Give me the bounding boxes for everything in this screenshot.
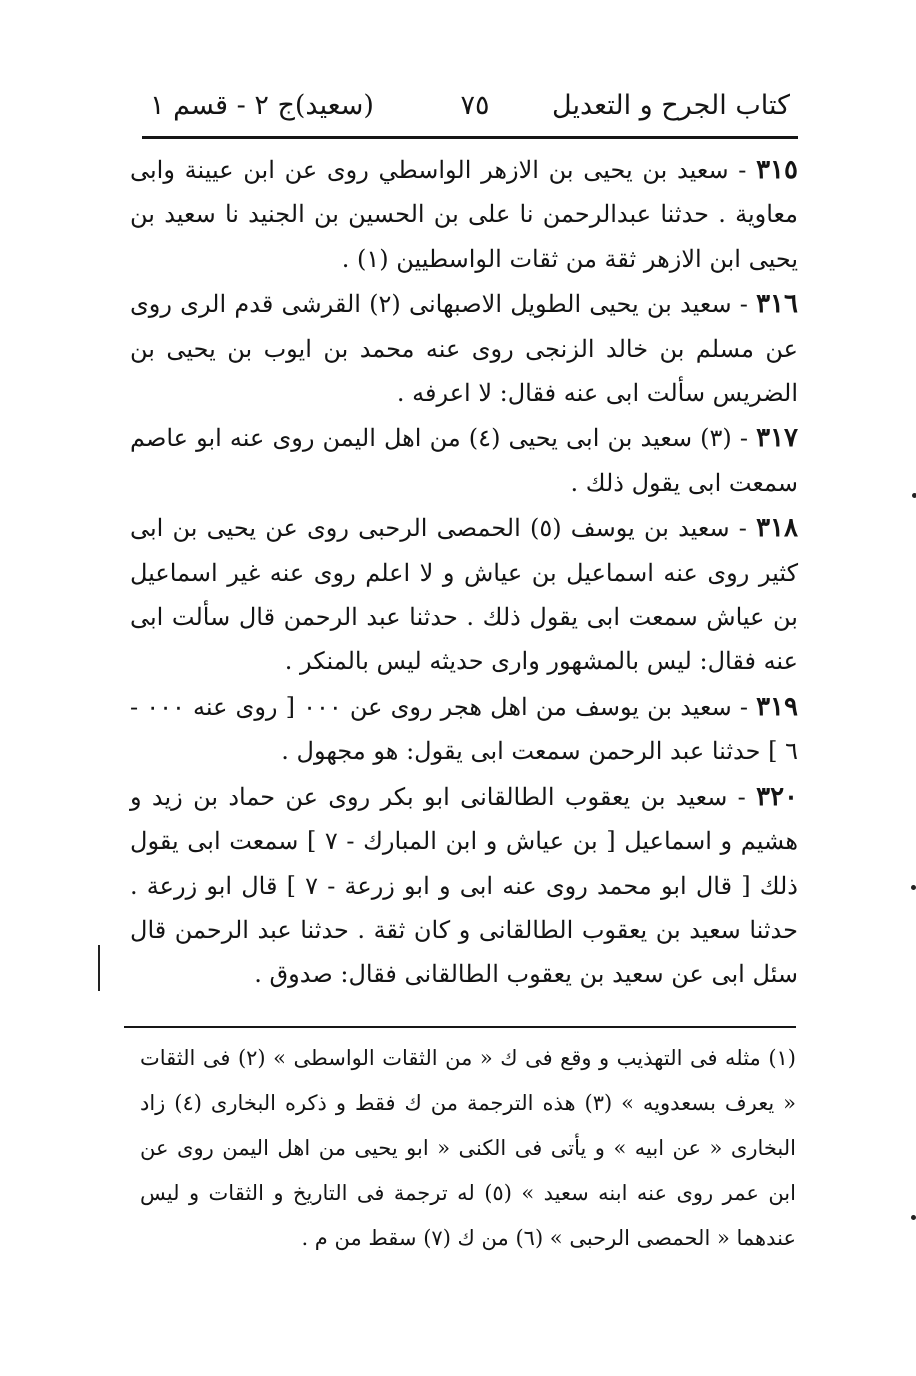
entry-text: - سعيد بن يوسف (٥) الحمصى الرحبى روى عن يحيى بن ابى كثير روى عنه اسماعيل بن عياش و لا اعلم روى عنه غير اسماعيل بن عياش سمعت ابى يقول ذلك . حدثنا عبد الرحمن قال سألت ابى عنه فقال: ليس بالمشهور وارى حديثه ليس بالمنكر . [130, 514, 798, 676]
entry-number: ٣٢٠ [756, 781, 799, 812]
section-label: (سعيد)ج ٢ - قسم ١ [150, 90, 374, 121]
entry-text: - (٣) سعيد بن ابى يحيى (٤) من اهل اليمن روى عنه ابو عاصم سمعت ابى يقول ذلك . [130, 424, 798, 497]
footnote-rule [124, 1026, 796, 1028]
scan-speck [912, 493, 916, 498]
entry-number: ٣١٨ [756, 513, 798, 544]
entry-number: ٣١٧ [756, 423, 799, 454]
entry-text: - سعيد بن يعقوب الطالقانى ابو بكر روى عن حماد بن زيد و هشيم و اسماعيل [ بن عياش و ابن المبارك - ٧ ] سمعت ابى يقول ذلك [ قال ابو محمد روى عنه ابى و ابو زرعة - ٧ ] قال ابو زرعة . حدثنا سعيد بن يعقوب الطالقانى و كان ثقة . حدثنا عبد الرحمن قال سئل ابى عن سعيد بن يعقوب الطالقانى فقال: صدوق . [130, 782, 799, 989]
scan-speck [911, 1215, 916, 1220]
entry-316 [130, 282, 798, 415]
entry-text: - سعيد بن يحيى بن الازهر الواسطي روى عن ابن عيينة وابى معاوية . حدثنا عبدالرحمن نا على بن الحسين بن الجنيد نا سعيد بن يحيى ابن الازهر ثقة من ثقات الواسطيين (١) . [130, 156, 798, 273]
entry-number: ٣١٦ [756, 289, 798, 320]
page-header [150, 82, 790, 130]
entry-text: - سعيد بن يحيى الطويل الاصبهانى (٢) القرشى قدم الرى روى عن مسلم بن خالد الزنجى روى عنه محمد بن ايوب بن يحيى بن الضريس سألت ابى عنه فقال: لا اعرفه . [130, 290, 798, 408]
footnote-text: (١) مثله فى التهذيب و وقع فى ك « من الثقات الواسطى » (٢) فى الثقات « يعرف بسعدويه » (٣) هذه الترجمة من ك فقط و ذكره البخارى (٤) زاد البخارى « عن ابيه » و يأتى فى الكنى « ابو يحيى من اهل اليمن روى عن ابن عمر روى عنه ابنه سعيد » (٥) له ترجمة فى التاريخ و الثقات و ليس عندهما « الحمصى الرحبى » (٦) من ك (٧) سقط من م . [140, 1046, 796, 1250]
page-number: ٧٥ [460, 90, 490, 121]
header-rule [142, 136, 798, 139]
entry-318 [130, 506, 798, 684]
scan-speck [911, 885, 916, 890]
entries-list [130, 148, 798, 997]
footnotes [140, 1036, 796, 1261]
entry-319 [130, 685, 798, 774]
entry-320 [130, 775, 798, 997]
scan-mark [98, 945, 100, 991]
entry-text: - سعيد بن يوسف من اهل هجر روى عن ٠٠٠ [ روى عنه ٠٠٠ - ٦ ] حدثنا عبد الرحمن سمعت ابى يقول: هو مجهول . [130, 692, 798, 766]
entry-number: ٣١٩ [756, 691, 798, 722]
entry-317 [130, 416, 798, 505]
entry-315 [130, 148, 798, 281]
book-title: كتاب الجرح و التعديل [552, 90, 790, 121]
entry-number: ٣١٥ [756, 155, 798, 185]
